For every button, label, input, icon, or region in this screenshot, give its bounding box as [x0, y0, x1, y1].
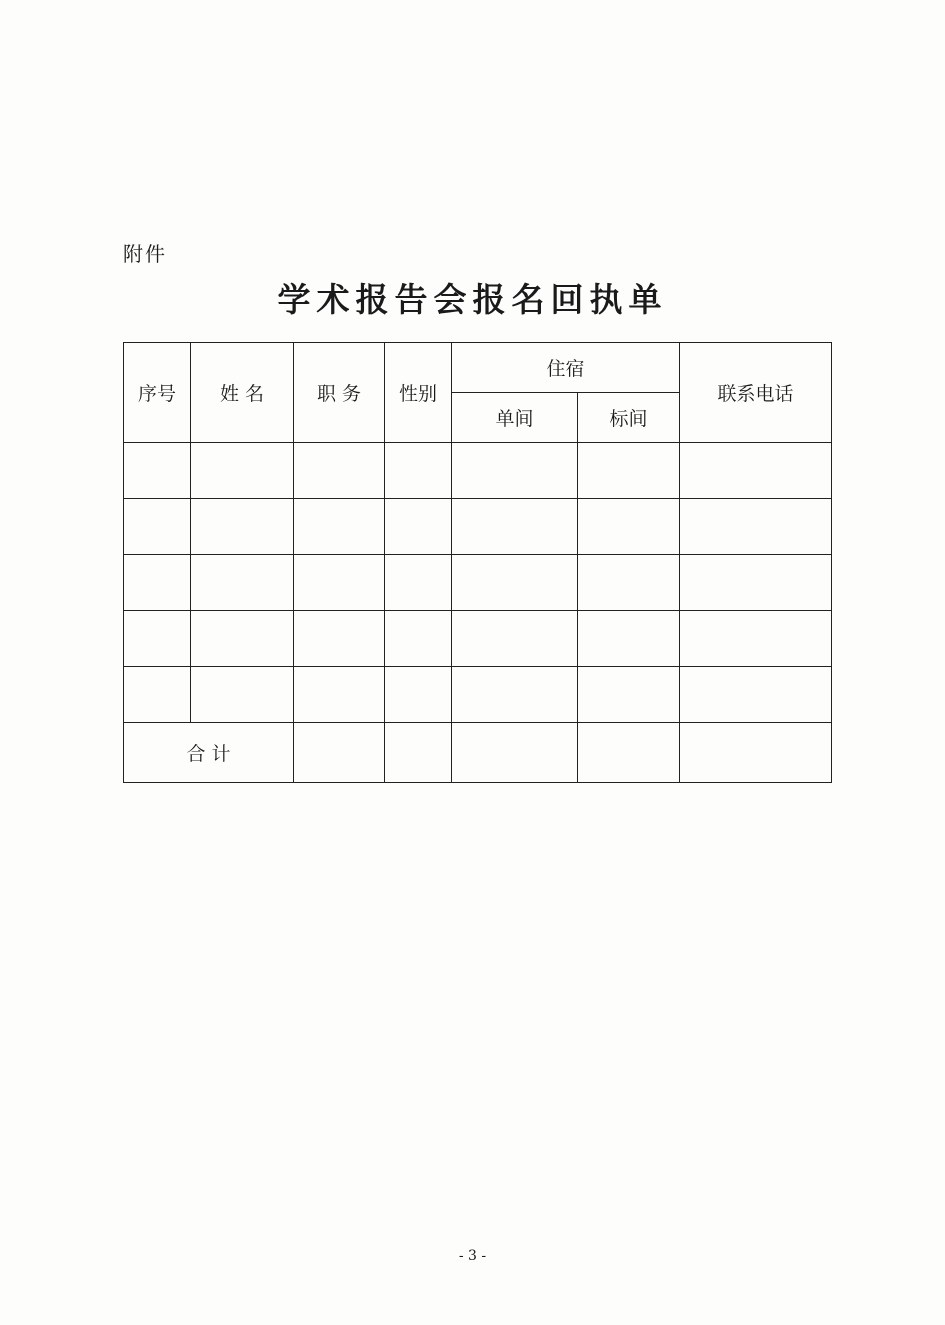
total-gender[interactable]: [385, 723, 452, 783]
cell-phone[interactable]: [680, 555, 832, 611]
header-name: 姓 名: [191, 343, 294, 443]
attachment-label: 附件: [123, 242, 167, 266]
cell-name[interactable]: [191, 443, 294, 499]
cell-gender[interactable]: [385, 499, 452, 555]
cell-gender[interactable]: [385, 555, 452, 611]
cell-standard-room[interactable]: [578, 611, 680, 667]
cell-gender[interactable]: [385, 611, 452, 667]
cell-name[interactable]: [191, 667, 294, 723]
header-standard-room: 标间: [578, 393, 680, 443]
total-single-room[interactable]: [452, 723, 578, 783]
document-title: 学术报告会报名回执单: [277, 280, 668, 319]
cell-seq[interactable]: [124, 499, 191, 555]
header-lodging: 住宿: [452, 343, 680, 393]
cell-single-room[interactable]: [452, 667, 578, 723]
cell-gender[interactable]: [385, 667, 452, 723]
header-gender: 性别: [385, 343, 452, 443]
table-row: [124, 555, 832, 611]
total-position[interactable]: [294, 723, 385, 783]
cell-standard-room[interactable]: [578, 555, 680, 611]
cell-gender[interactable]: [385, 443, 452, 499]
header-position: 职 务: [294, 343, 385, 443]
header-phone: 联系电话: [680, 343, 832, 443]
table-row: [124, 443, 832, 499]
cell-single-room[interactable]: [452, 499, 578, 555]
total-standard-room[interactable]: [578, 723, 680, 783]
cell-phone[interactable]: [680, 667, 832, 723]
cell-seq[interactable]: [124, 667, 191, 723]
total-phone[interactable]: [680, 723, 832, 783]
cell-name[interactable]: [191, 611, 294, 667]
cell-standard-room[interactable]: [578, 667, 680, 723]
registration-form-table: [123, 342, 832, 783]
cell-position[interactable]: [294, 499, 385, 555]
cell-standard-room[interactable]: [578, 499, 680, 555]
total-label: 合 计: [124, 723, 294, 783]
cell-seq[interactable]: [124, 443, 191, 499]
cell-phone[interactable]: [680, 611, 832, 667]
cell-position[interactable]: [294, 667, 385, 723]
cell-position[interactable]: [294, 555, 385, 611]
header-seq: 序号: [124, 343, 191, 443]
cell-seq[interactable]: [124, 611, 191, 667]
total-row: [124, 723, 832, 783]
page-number: - 3 -: [458, 1248, 487, 1264]
table-row: [124, 499, 832, 555]
cell-seq[interactable]: [124, 555, 191, 611]
cell-single-room[interactable]: [452, 555, 578, 611]
cell-position[interactable]: [294, 611, 385, 667]
cell-position[interactable]: [294, 443, 385, 499]
cell-phone[interactable]: [680, 443, 832, 499]
table-row: [124, 667, 832, 723]
header-single-room: 单间: [452, 393, 578, 443]
cell-standard-room[interactable]: [578, 443, 680, 499]
header-row-top: [124, 343, 832, 393]
cell-single-room[interactable]: [452, 443, 578, 499]
cell-single-room[interactable]: [452, 611, 578, 667]
table-row: [124, 611, 832, 667]
cell-name[interactable]: [191, 499, 294, 555]
cell-name[interactable]: [191, 555, 294, 611]
cell-phone[interactable]: [680, 499, 832, 555]
